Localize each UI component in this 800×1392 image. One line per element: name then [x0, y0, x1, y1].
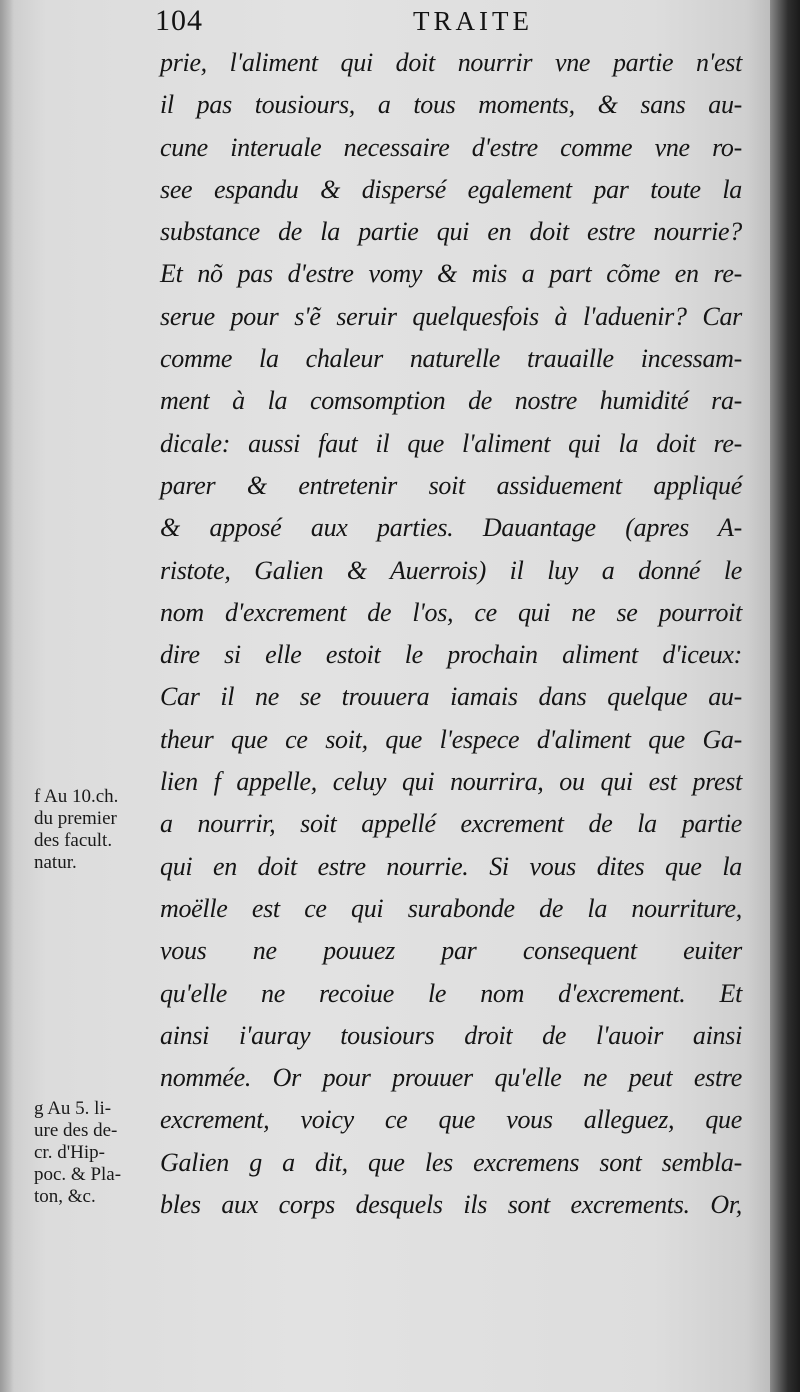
margin-note-line: ton, &c. [34, 1186, 96, 1207]
text-line: prie, l'aliment qui doit nourrir vne partie n'est [160, 48, 742, 77]
margin-note-line: ure des de- [34, 1120, 118, 1141]
text-line: a nourrir, soit appellé excrement de la partie [160, 809, 742, 839]
text-line: Et nõ pas d'estre vomy & mis a part cõme en re- [160, 259, 742, 289]
text-line: see espandu & dispersé egalement par toute la [160, 174, 742, 204]
margin-note-line: des facult. [34, 830, 113, 851]
text-line: substance de la partie qui en doit estre nourrie? [160, 217, 742, 247]
text-line: moëlle est ce qui surabonde de la nourriture, [160, 893, 742, 923]
margin-note-line: poc. & Pla- [34, 1164, 122, 1185]
text-line: il pas tousiours, a tous moments, & sans au- [160, 90, 742, 120]
margin-note-line: du premier [34, 808, 117, 829]
text-line: Galien g a dit, que les excremens sont sembla- [160, 1147, 742, 1177]
text-line: nommée. Or pour prouuer qu'elle ne peut estre [160, 1063, 742, 1093]
text-line: & apposé aux parties. Dauantage (apres A- [160, 513, 742, 543]
margin-note-line: f Au 10.ch. [34, 786, 119, 807]
page-edge-shadow [770, 0, 800, 1392]
running-head: TRAITE [413, 6, 533, 36]
text-line: nom d'excrement de l'os, ce qui ne se pourroit [160, 597, 742, 627]
text-line: parer & entretenir soit assiduement appliqué [160, 470, 742, 500]
text-line: Car il ne se trouuera iamais dans quelque au- [160, 682, 742, 712]
margin-note-line: natur. [34, 852, 77, 873]
body-text [160, 42, 742, 1226]
text-line: qu'elle ne recoiue le nom d'excrement. Et [160, 978, 742, 1008]
text-line: excrement, voicy ce que vous alleguez, que [160, 1105, 742, 1135]
margin-note-f [34, 786, 164, 874]
text-line: serue pour s'ẽ seruir quelquesfois à l'aduenir? Car [160, 301, 742, 331]
text-line: ment à la comsomption de nostre humidité ra- [160, 386, 742, 416]
text-line: cune interuale necessaire d'estre comme vne ro- [160, 132, 742, 162]
margin-note-g [34, 1098, 164, 1208]
text-line: ainsi i'auray tousiours droit de l'auoir ainsi [160, 1020, 742, 1050]
page-gutter-shadow [0, 0, 14, 1392]
text-line: bles aux corps desquels ils sont excrements. Or, [160, 1190, 742, 1220]
text-line: qui en doit estre nourrie. Si vous dites que la [160, 851, 742, 881]
text-line: lien f appelle, celuy qui nourrira, ou qui est prest [160, 767, 742, 797]
text-line: ristote, Galien & Auerrois) il luy a donné le [160, 555, 742, 585]
text-line: vous ne pouuez par consequent euiter [160, 936, 742, 966]
text-line: comme la chaleur naturelle trauaille incessam- [160, 344, 742, 374]
text-line: theur que ce soit, que l'espece d'aliment que Ga- [160, 724, 742, 754]
margin-note-line: cr. d'Hip- [34, 1142, 105, 1163]
text-line: dire si elle estoit le prochain aliment d'iceux: [160, 640, 742, 670]
page-header [155, 4, 760, 46]
margin-note-line: g Au 5. li- [34, 1098, 112, 1119]
page-number: 104 [155, 4, 203, 37]
text-line: dicale: aussi faut il que l'aliment qui la doit re- [160, 428, 742, 458]
